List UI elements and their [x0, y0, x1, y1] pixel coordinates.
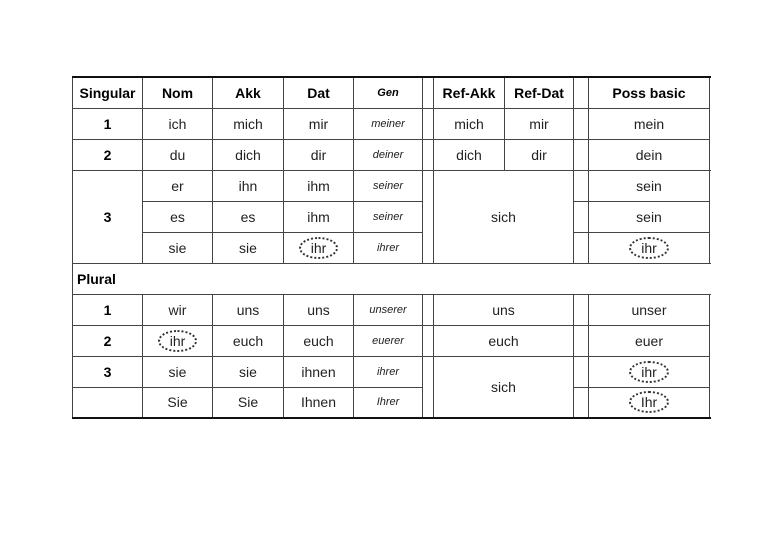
- poss-cell: [589, 356, 710, 387]
- circled-highlight: ihr: [629, 237, 669, 259]
- person-number: 3: [73, 170, 143, 263]
- person-number: 2: [73, 325, 143, 356]
- singular-row-2: [73, 139, 711, 170]
- column-spacer: [423, 325, 434, 356]
- poss-cell: sein: [589, 201, 710, 232]
- ref-dat-cell: dir: [505, 139, 574, 170]
- akk-cell: sie: [213, 232, 284, 263]
- column-spacer: [423, 170, 434, 263]
- ref-third-person-cell: sich: [434, 170, 574, 263]
- gen-cell: meiner: [354, 108, 423, 139]
- dat-cell: ihnen: [284, 356, 354, 387]
- gen-cell: unserer: [354, 294, 423, 325]
- akk-cell: uns: [213, 294, 284, 325]
- dat-cell: ihm: [284, 201, 354, 232]
- column-spacer: [574, 232, 589, 263]
- ref-dat-cell: mir: [505, 108, 574, 139]
- gen-cell: Ihrer: [354, 387, 423, 418]
- gen-cell: seiner: [354, 201, 423, 232]
- circled-highlight: ihr: [158, 330, 198, 352]
- dat-cell: uns: [284, 294, 354, 325]
- gen-cell: euerer: [354, 325, 423, 356]
- nom-cell: sie: [143, 356, 213, 387]
- header-poss-basic: Poss basic: [589, 77, 710, 108]
- ref-akk-cell: dich: [434, 139, 505, 170]
- poss-cell: mein: [589, 108, 710, 139]
- column-spacer: [574, 201, 589, 232]
- circled-highlight: ihr: [299, 237, 339, 259]
- poss-cell: [589, 387, 710, 418]
- dat-cell: mir: [284, 108, 354, 139]
- dat-cell: dir: [284, 139, 354, 170]
- dat-cell: [284, 232, 354, 263]
- nom-cell: du: [143, 139, 213, 170]
- header-dat: Dat: [284, 77, 354, 108]
- circled-highlight: ihr: [629, 361, 669, 383]
- singular-row-3-es: [73, 201, 711, 232]
- dat-cell: ihm: [284, 170, 354, 201]
- plural-row-formal: [73, 387, 711, 418]
- column-spacer: [574, 77, 589, 108]
- column-spacer: [574, 325, 589, 356]
- plural-label-row: [73, 263, 711, 294]
- edge-cell: [710, 232, 711, 263]
- edge-cell: [710, 170, 711, 201]
- singular-row-1: [73, 108, 711, 139]
- akk-cell: mich: [213, 108, 284, 139]
- edge-cell: [710, 294, 711, 325]
- gen-cell: seiner: [354, 170, 423, 201]
- singular-row-3-sie: [73, 232, 711, 263]
- column-spacer: [574, 108, 589, 139]
- nom-cell: wir: [143, 294, 213, 325]
- header-akk: Akk: [213, 77, 284, 108]
- akk-cell: euch: [213, 325, 284, 356]
- person-number: 1: [73, 108, 143, 139]
- column-spacer: [423, 356, 434, 418]
- edge-cell: [710, 325, 711, 356]
- header-nom: Nom: [143, 77, 213, 108]
- column-spacer: [574, 294, 589, 325]
- poss-cell: dein: [589, 139, 710, 170]
- poss-cell: sein: [589, 170, 710, 201]
- column-spacer: [574, 139, 589, 170]
- person-number-empty: [73, 387, 143, 418]
- header-singular: Singular: [73, 77, 143, 108]
- akk-cell: ihn: [213, 170, 284, 201]
- edge-cell: [710, 387, 711, 418]
- nom-cell: es: [143, 201, 213, 232]
- edge-cell: [710, 139, 711, 170]
- akk-cell: dich: [213, 139, 284, 170]
- poss-cell: unser: [589, 294, 710, 325]
- gen-cell: ihrer: [354, 232, 423, 263]
- header-ref-dat: Ref-Dat: [505, 77, 574, 108]
- column-spacer: [574, 356, 589, 387]
- plural-label: Plural: [73, 263, 711, 294]
- column-spacer: [423, 294, 434, 325]
- edge-cell: [710, 108, 711, 139]
- edge-cell: [710, 201, 711, 232]
- nom-cell: ich: [143, 108, 213, 139]
- nom-cell: [143, 325, 213, 356]
- ref-third-person-cell: sich: [434, 356, 574, 418]
- gen-cell: ihrer: [354, 356, 423, 387]
- dat-cell: euch: [284, 325, 354, 356]
- dat-cell: Ihnen: [284, 387, 354, 418]
- column-spacer: [423, 77, 434, 108]
- pronoun-declension-table: [72, 76, 711, 419]
- person-number: 3: [73, 356, 143, 387]
- nom-cell: Sie: [143, 387, 213, 418]
- poss-cell: euer: [589, 325, 710, 356]
- akk-cell: es: [213, 201, 284, 232]
- plural-row-3: [73, 356, 711, 387]
- plural-row-2: [73, 325, 711, 356]
- akk-cell: Sie: [213, 387, 284, 418]
- poss-cell: [589, 232, 710, 263]
- circled-highlight: Ihr: [629, 391, 669, 413]
- ref-akk-cell: mich: [434, 108, 505, 139]
- column-spacer: [574, 387, 589, 418]
- header-ref-akk: Ref-Akk: [434, 77, 505, 108]
- column-spacer: [574, 170, 589, 201]
- plural-row-1: [73, 294, 711, 325]
- column-spacer: [423, 108, 434, 139]
- singular-row-3-er: [73, 170, 711, 201]
- akk-cell: sie: [213, 356, 284, 387]
- column-spacer: [423, 139, 434, 170]
- nom-cell: er: [143, 170, 213, 201]
- ref-cell: uns: [434, 294, 574, 325]
- edge-cell: [710, 77, 711, 108]
- nom-cell: sie: [143, 232, 213, 263]
- header-row: [73, 77, 711, 108]
- person-number: 2: [73, 139, 143, 170]
- gen-cell: deiner: [354, 139, 423, 170]
- ref-cell: euch: [434, 325, 574, 356]
- person-number: 1: [73, 294, 143, 325]
- header-gen: Gen: [354, 77, 423, 108]
- edge-cell: [710, 356, 711, 387]
